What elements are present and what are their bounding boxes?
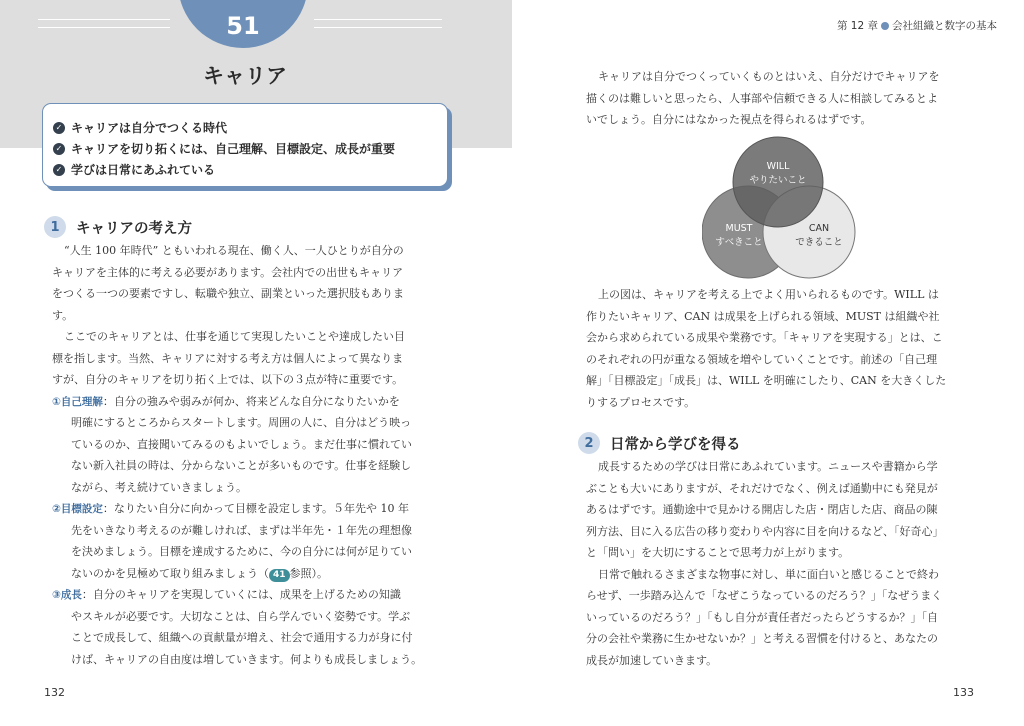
page-number-right: 133 — [953, 686, 974, 699]
text-line: りするプロセスです。 — [586, 395, 696, 409]
text-line — [52, 563, 422, 585]
section-number: 51 — [226, 12, 260, 40]
text-span: ：なりたい自分に向かって目標を設定します。５年先や 10 年 — [102, 502, 409, 515]
text-line: をつくる一つの要素ですし、転職や独立、副業といった選択肢もありま — [52, 287, 404, 300]
text-line: ているのか、直接聞いてみるのもよいでしょう。まだ仕事に慣れてい — [71, 437, 412, 451]
venn-label-must-en: MUST — [725, 223, 753, 234]
running-head-title: 会社組織と数字の基本 — [892, 20, 997, 32]
summary-item — [53, 138, 447, 159]
venn-label-will-en: WILL — [766, 161, 790, 172]
text-line: 日常で触れるさまざまな物事に対し、単に面白いと感じることで終わ — [598, 567, 939, 581]
check-circle-icon: ✓ — [53, 164, 65, 176]
keyword-growth: ③成長 — [52, 589, 82, 601]
section-1-title: キャリアの考え方 — [76, 220, 192, 237]
venn-diagram — [702, 136, 862, 280]
text-line: いでしょう。自分にはなかった視点を得られるはずです。 — [586, 113, 872, 126]
text-line: 作りたいキャリア、CAN は成果を上げられる領域、MUST は組織や社 — [586, 309, 940, 323]
venn-label-can-en: CAN — [808, 223, 830, 234]
list-item-2 — [52, 498, 422, 520]
section-1-number: 1 — [44, 216, 66, 238]
text-line: ない新入社員の時は、分からないことが多いものです。仕事を経験し — [71, 459, 412, 472]
text-line: 解」「目標設定」「成長」は、WILL を明確にしたり、CAN を大きくした — [586, 374, 947, 387]
cross-reference-badge[interactable]: 41 — [269, 569, 290, 582]
text-line: キャリアを主体的に考える必要があります。会社内での出世もキャリア — [52, 265, 404, 279]
chapter-title: キャリア — [203, 64, 287, 88]
keyword-self-understanding: ①自己理解 — [52, 395, 103, 408]
summary-item — [53, 117, 447, 138]
summary-box — [42, 103, 448, 187]
text-line: と「問い」を大切にすることで思考力が上がります。 — [586, 546, 850, 559]
header-rule-right-2 — [314, 27, 442, 28]
list-item-3 — [52, 584, 422, 606]
text-line: 描くのは難しいと思ったら、人事部や信頼できる人に相談してみるとよ — [586, 91, 938, 105]
summary-item — [53, 159, 447, 180]
text-span: 参照）。 — [289, 566, 329, 580]
summary-text: キャリアは自分でつくる時代 — [71, 121, 228, 135]
keyword-goal-setting: ②目標設定 — [52, 503, 103, 515]
summary-text: キャリアを切り拓くには、自己理解、目標設定、成長が重要 — [71, 142, 396, 156]
venn-label-can-jp: できること — [795, 237, 843, 248]
dot-icon — [881, 22, 889, 30]
text-line: 上の図は、キャリアを考える上でよく用いられるものです。WILL は — [598, 288, 939, 301]
text-line: “人生 100 年時代” ともいわれる現在、働く人、一人ひとりが自分の — [64, 244, 404, 257]
text-line: すが、自分のキャリアを切り拓く上では、以下の３点が特に重要です。 — [52, 373, 404, 386]
header-rule-right — [314, 19, 442, 20]
header-rule-left — [38, 19, 170, 20]
text-line: ぶことも大いにありますが、それだけでなく、例えば通勤中にも発見が — [586, 481, 938, 495]
venn-description — [586, 284, 946, 413]
section-1-body — [52, 240, 422, 670]
text-line: を決めましょう。目標を達成するために、今の自分には何が足りてい — [71, 545, 412, 558]
text-line: あるはずです。通勤途中で見かける開店した店・閉店した店、商品の陳 — [586, 503, 938, 516]
check-circle-icon: ✓ — [53, 122, 65, 134]
text-span: ：自分のキャリアを実現していくには、成果を上げるための知識 — [81, 588, 401, 601]
running-head — [837, 18, 997, 33]
text-line: ことで成長して、組織への貢献量が増え、社会で通用する力が身に付 — [71, 631, 413, 644]
text-line: す。 — [52, 308, 74, 322]
text-line: 列方法、目に入る広告の移り変わりや内容に目を向けるなど、「好奇心」 — [586, 524, 944, 538]
check-circle-icon: ✓ — [53, 143, 65, 155]
text-line: 標を指します。当然、キャリアに対する考え方は個人によって異なりま — [52, 351, 404, 365]
text-line: やスキルが必要です。大切なことは、自ら学んでいく姿勢です。学ぶ — [71, 609, 411, 623]
section-2-number: 2 — [578, 432, 600, 454]
list-item-1 — [52, 391, 422, 413]
page-number-left: 132 — [44, 686, 65, 699]
text-line: いっているのだろう？」「もし自分が責任者だったらどうするか？」「自 — [586, 610, 938, 624]
text-line: のそれぞれの円が重なる領域を増やしていくことです。前述の「自己理 — [586, 352, 938, 366]
text-line: ここでのキャリアとは、仕事を通じて実現したいことや達成したい目 — [64, 330, 405, 343]
text-line: 会から求められている成果や業務です。「キャリアを実現する」とは、こ — [586, 331, 943, 344]
text-line: 成長が加速していきます。 — [586, 653, 718, 667]
text-line: らせず、一歩踏み込んで「なぜこうなっているのだろう？」「なぜうまく — [586, 589, 943, 602]
text-line: 成長するための学びは日常にあふれています。ニュースや書籍から学 — [598, 460, 938, 473]
text-line: 明確にするところからスタートします。周囲の人に、自分はどう映っ — [71, 416, 412, 429]
venn-label-will-jp: やりたいこと — [749, 175, 807, 186]
section-2-title: 日常から学びを得る — [610, 436, 741, 453]
section-1-heading — [44, 216, 192, 238]
text-line: キャリアは自分でつくっていくものとはいえ、自分だけでキャリアを — [598, 70, 940, 83]
section-2-heading — [578, 432, 741, 454]
text-span: ないのかを見極めて取り組みましょう（ — [71, 566, 269, 580]
text-line: 分の会社や業務に生かせないか？」と考える習慣を付けると、あなたの — [586, 632, 938, 645]
section-2-body — [586, 456, 944, 671]
text-line: けば、キャリアの自由度は増していきます。何よりも成長しましょう。 — [71, 652, 423, 666]
venn-label-must-jp: すべきこと — [715, 237, 763, 248]
intro-text — [586, 66, 939, 131]
text-line: ながら、考え続けていきましょう。 — [71, 480, 247, 494]
text-line: 先をいきなり考えるのが難しければ、まずは半年先・１年先の理想像 — [71, 523, 412, 537]
header-rule-left-2 — [38, 27, 170, 28]
right-page — [512, 0, 1024, 726]
summary-text: 学びは日常にあふれている — [71, 163, 216, 177]
text-span: ：自分の強みや弱みが何か、将来どんな自分になりたいかを — [102, 394, 400, 408]
running-head-chapter: 第 12 章 — [836, 20, 878, 32]
